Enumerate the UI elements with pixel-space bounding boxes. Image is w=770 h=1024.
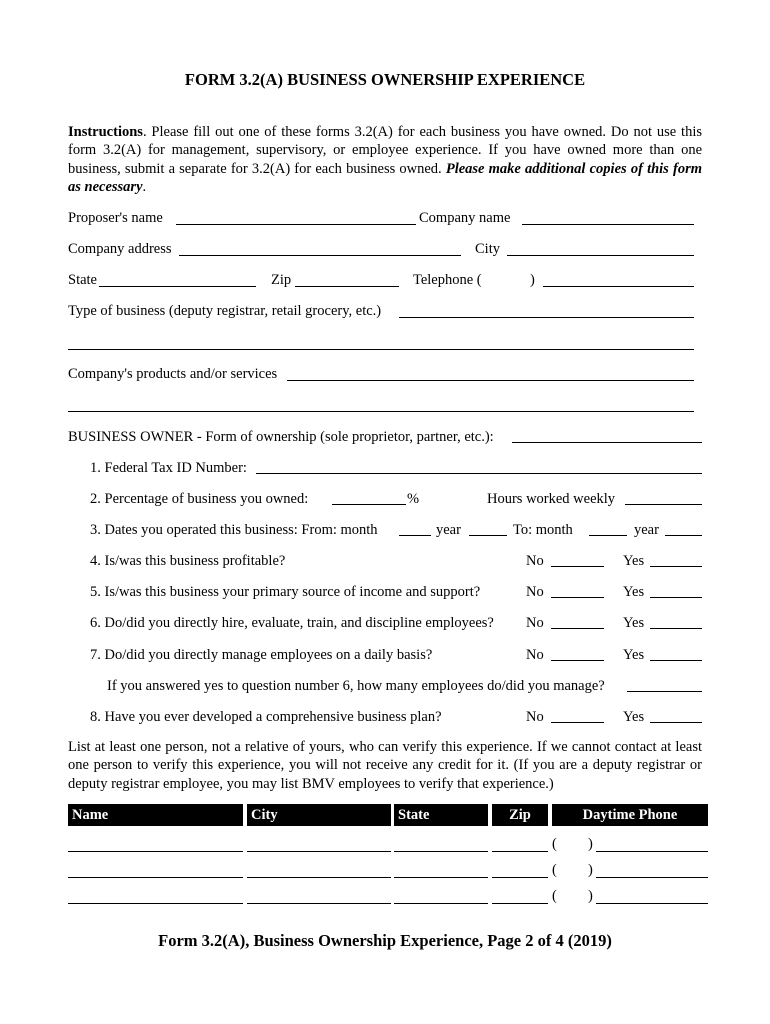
row3-paren-close: ) <box>588 888 593 904</box>
q7-yes-field[interactable] <box>650 660 702 661</box>
hours-weekly-field[interactable] <box>625 504 702 505</box>
business-owner-label: BUSINESS OWNER - Form of ownership (sole proprietor, partner, etc.): <box>68 429 494 445</box>
row2-paren-open: ( <box>552 862 557 878</box>
table-header-state <box>394 804 488 826</box>
percent-sign: % <box>407 491 420 507</box>
products-services-label: Company's products and/or services <box>68 366 278 382</box>
proposer-name-field[interactable] <box>176 224 416 225</box>
row3-phone-field[interactable] <box>596 903 708 904</box>
q6-followup-label: If you answered yes to question number 6, how many employees do/did you manage? <box>107 678 605 694</box>
q7-no-field[interactable] <box>551 660 604 661</box>
proposer-name-label: Proposer's name <box>68 210 163 226</box>
q2-label: 2. Percentage of business you owned: <box>90 491 309 507</box>
row2-phone-field[interactable] <box>596 877 708 878</box>
type-of-business-field[interactable] <box>399 317 694 318</box>
verify-paragraph: List at least one person, not a relative of yours, who can verify this experience. If we cannot contact at least one person to verify this experience, you will not receive any credit for it. (If you are a deputy registrar or deputy registrar employee, you may list BMV employees to verify that experience.) <box>68 739 702 792</box>
row1-state-field[interactable] <box>394 851 488 852</box>
q8-no-label: No <box>526 709 544 725</box>
type-of-business-label: Type of business (deputy registrar, retail grocery, etc.) <box>68 303 382 319</box>
q8-label: 8. Have you ever developed a comprehensive business plan? <box>90 709 442 725</box>
row1-name-field[interactable] <box>68 851 243 852</box>
q5-yes-label: Yes <box>623 584 645 600</box>
q1-label: 1. Federal Tax ID Number: <box>90 460 247 476</box>
state-field[interactable] <box>99 286 256 287</box>
q5-no-field[interactable] <box>551 597 604 598</box>
table-header-name <box>68 804 243 826</box>
q6-no-field[interactable] <box>551 628 604 629</box>
q8-yes-label: Yes <box>623 709 645 725</box>
instructions-label: Instructions <box>68 124 143 140</box>
to-year-field[interactable] <box>665 535 702 536</box>
table-header-zip <box>492 804 548 826</box>
row1-city-field[interactable] <box>247 851 391 852</box>
to-month-label: To: month <box>513 522 573 538</box>
row1-phone-field[interactable] <box>596 851 708 852</box>
q8-yes-field[interactable] <box>650 722 702 723</box>
table-header-phone <box>552 804 708 826</box>
row3-state-field[interactable] <box>394 903 488 904</box>
q7-no-label: No <box>526 647 544 663</box>
q8-no-field[interactable] <box>551 722 604 723</box>
products-services-field[interactable] <box>287 380 694 381</box>
from-year-label: year <box>436 522 461 538</box>
zip-label: Zip <box>271 272 292 288</box>
row3-zip-field[interactable] <box>492 903 548 904</box>
row3-name-field[interactable] <box>68 903 243 904</box>
instructions-text: . Please fill out one of these forms 3.2(A) for each business you have owned. Do not use this form 3.2(A) for management, supervisory, or employee experience. If you have owned more than one business, submit a separate for 3.2(A) for each business owned. <box>68 124 702 177</box>
row2-city-field[interactable] <box>247 877 391 878</box>
table-header-state-text: State <box>398 807 430 823</box>
q7-label: 7. Do/did you directly manage employees on a daily basis? <box>90 647 433 663</box>
q4-label: 4. Is/was this business profitable? <box>90 553 286 569</box>
zip-field[interactable] <box>295 286 399 287</box>
q6-label: 6. Do/did you directly hire, evaluate, train, and discipline employees? <box>90 615 494 631</box>
q3-label: 3. Dates you operated this business: From: month <box>90 522 378 538</box>
from-year-field[interactable] <box>469 535 507 536</box>
instructions-paragraph <box>68 123 702 197</box>
row1-paren-open: ( <box>552 836 557 852</box>
company-name-field[interactable] <box>522 224 694 225</box>
table-header-name-text: Name <box>72 807 109 823</box>
table-header-city <box>247 804 391 826</box>
instructions-emphasis: Please make additional copies of this form as necessary <box>68 160 702 196</box>
products-services-field-line-2[interactable] <box>68 411 694 412</box>
employees-managed-field[interactable] <box>627 691 702 692</box>
table-header-phone-text: Daytime Phone <box>582 807 678 823</box>
q5-label: 5. Is/was this business your primary source of income and support? <box>90 584 481 600</box>
state-label: State <box>68 272 97 288</box>
instructions-end: . <box>142 179 147 196</box>
q5-no-label: No <box>526 584 544 600</box>
row2-paren-close: ) <box>588 862 593 878</box>
type-of-business-field-line-2[interactable] <box>68 349 694 350</box>
page-title: FORM 3.2(A) BUSINESS OWNERSHIP EXPERIENCE <box>184 70 586 89</box>
table-header-zip-text: Zip <box>509 807 531 823</box>
ownership-form-field[interactable] <box>512 442 702 443</box>
page-footer: Form 3.2(A), Business Ownership Experience, Page 2 of 4 (2019) <box>158 931 612 950</box>
row2-name-field[interactable] <box>68 877 243 878</box>
company-address-field[interactable] <box>179 255 461 256</box>
row1-zip-field[interactable] <box>492 851 548 852</box>
telephone-paren-close: ) <box>530 272 535 288</box>
q4-yes-field[interactable] <box>650 566 702 567</box>
row3-paren-open: ( <box>552 888 557 904</box>
q4-no-label: No <box>526 553 544 569</box>
company-name-label: Company name <box>419 210 511 226</box>
hours-weekly-label: Hours worked weekly <box>487 491 616 507</box>
table-header-city-text: City <box>251 807 278 823</box>
federal-tax-id-field[interactable] <box>256 473 702 474</box>
q4-no-field[interactable] <box>551 566 604 567</box>
q7-yes-label: Yes <box>623 647 645 663</box>
percentage-owned-field[interactable] <box>332 504 406 505</box>
row2-state-field[interactable] <box>394 877 488 878</box>
from-month-field[interactable] <box>399 535 431 536</box>
q5-yes-field[interactable] <box>650 597 702 598</box>
telephone-field[interactable] <box>543 286 694 287</box>
telephone-label: Telephone ( <box>413 272 482 288</box>
q6-yes-label: Yes <box>623 615 645 631</box>
company-address-label: Company address <box>68 241 172 257</box>
to-month-field[interactable] <box>589 535 627 536</box>
q4-yes-label: Yes <box>623 553 645 569</box>
row2-zip-field[interactable] <box>492 877 548 878</box>
q6-no-label: No <box>526 615 544 631</box>
city-label: City <box>475 241 500 257</box>
row1-paren-close: ) <box>588 836 593 852</box>
city-field[interactable] <box>507 255 694 256</box>
to-year-label: year <box>634 522 659 538</box>
q6-yes-field[interactable] <box>650 628 702 629</box>
row3-city-field[interactable] <box>247 903 391 904</box>
